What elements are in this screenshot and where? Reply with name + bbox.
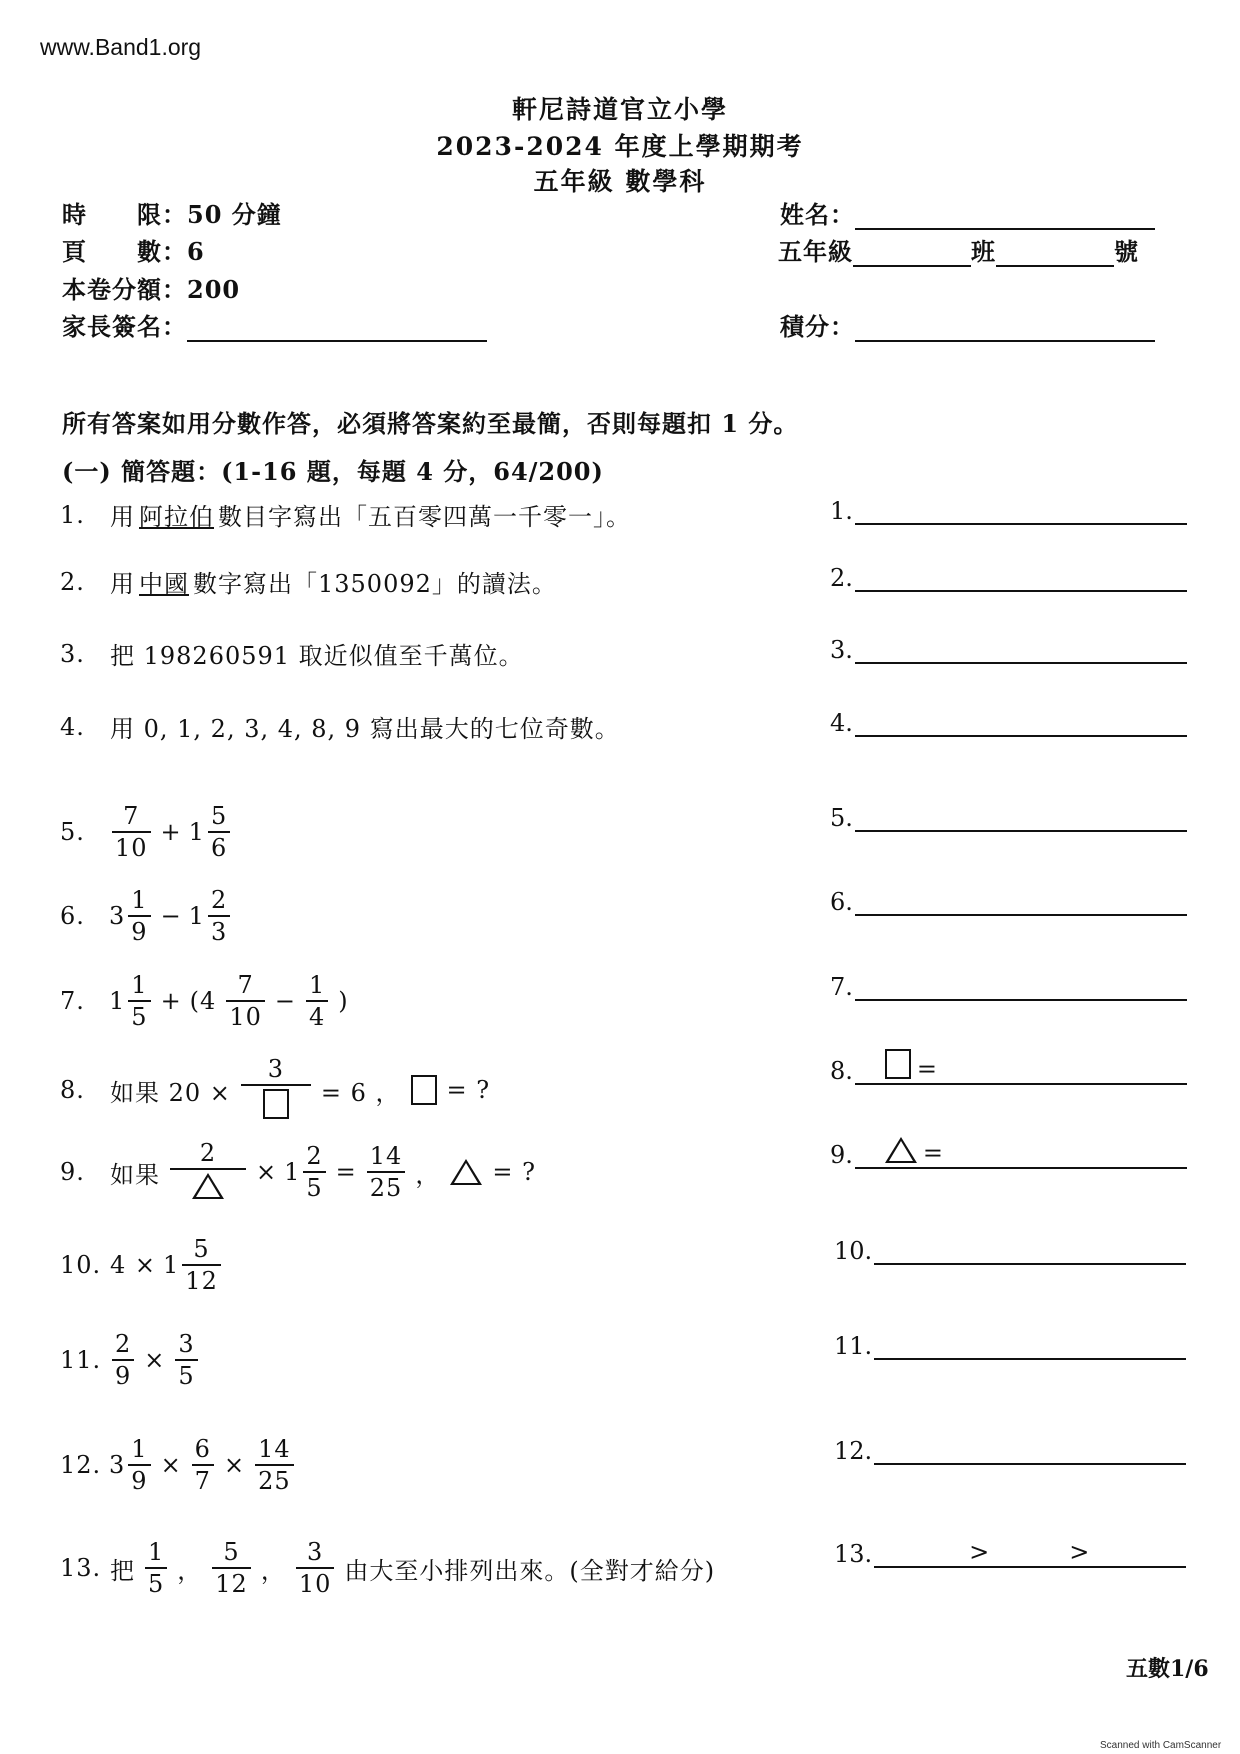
answer-number: 4. xyxy=(830,709,853,737)
denominator: 9 xyxy=(128,915,150,944)
numerator: 3 xyxy=(306,1538,324,1566)
answer-11 xyxy=(834,1332,1186,1360)
question-text: 4 × xyxy=(110,1251,157,1279)
question-text: = ? xyxy=(446,1076,491,1104)
denominator: 7 xyxy=(192,1464,214,1493)
answer-7 xyxy=(830,973,1187,1001)
denominator: 10 xyxy=(226,1000,265,1029)
fraction xyxy=(112,1332,134,1388)
whole-number: 1 xyxy=(284,1158,301,1186)
denominator: 4 xyxy=(306,1000,328,1029)
denominator xyxy=(241,1084,311,1123)
fraction xyxy=(112,804,151,860)
fraction xyxy=(226,973,265,1029)
answer-12 xyxy=(834,1437,1186,1465)
score-label: 積分： xyxy=(780,312,855,341)
question-number: 11. xyxy=(60,1346,102,1374)
answer-4 xyxy=(830,709,1187,737)
question-number: 4. xyxy=(60,712,85,741)
answer-field[interactable] xyxy=(855,973,1187,1001)
question-text: 如果 20 × xyxy=(110,1078,231,1107)
answer-field[interactable] xyxy=(855,1057,1187,1085)
question-text: 用 0, 1, 2, 3, 4, 8, 9 寫出最大的七位奇數。 xyxy=(110,715,620,743)
question-10 xyxy=(60,1237,227,1293)
fraction-term xyxy=(238,1057,314,1123)
parent-signature-field[interactable] xyxy=(187,318,487,342)
question-number: 8. xyxy=(60,1076,85,1104)
numerator: 2 xyxy=(115,1330,132,1358)
question-text: − xyxy=(160,902,182,930)
denominator: 12 xyxy=(182,1264,221,1293)
answer-number: 2. xyxy=(830,564,853,592)
fraction-term xyxy=(189,1437,217,1493)
answer-1 xyxy=(830,497,1187,525)
numerator: 14 xyxy=(369,1142,403,1170)
answer-field[interactable] xyxy=(855,1141,1187,1169)
question-5 xyxy=(60,804,236,860)
student-name-row xyxy=(780,195,1155,230)
fraction-term xyxy=(163,1237,224,1293)
question-8 xyxy=(60,1057,494,1123)
answer-number: 12. xyxy=(834,1437,873,1465)
answer-number: 5. xyxy=(830,804,853,832)
grade-subject: 五年級 數學科 xyxy=(533,167,707,196)
question-9 xyxy=(60,1141,540,1203)
whole-number: 1 xyxy=(188,902,205,930)
denominator: 12 xyxy=(212,1567,251,1596)
square-symbol-icon xyxy=(885,1049,911,1079)
denominator: 25 xyxy=(367,1171,406,1200)
question-text: ， xyxy=(260,1556,286,1585)
denominator: 5 xyxy=(175,1359,197,1388)
fraction-term xyxy=(293,1540,338,1596)
denominator: 5 xyxy=(303,1171,325,1200)
question-number: 1. xyxy=(60,500,85,529)
fraction xyxy=(170,1141,246,1203)
answer-6 xyxy=(830,888,1187,916)
numerator: 2 xyxy=(306,1142,323,1170)
question-text: + xyxy=(160,818,182,846)
hao-label: 號 xyxy=(1114,237,1139,266)
answer-number: 8. xyxy=(830,1057,853,1085)
info-label: 頁 數： xyxy=(62,237,187,266)
fraction xyxy=(255,1437,294,1493)
fraction-term xyxy=(142,1540,170,1596)
answer-8 xyxy=(830,1057,1187,1085)
fraction xyxy=(212,1540,251,1596)
denominator: 6 xyxy=(208,831,230,860)
fraction-term xyxy=(189,804,234,860)
fraction-term xyxy=(109,804,154,860)
question-text: 數字寫出「1350092」的讀法。 xyxy=(193,570,557,598)
name-label: 姓名： xyxy=(780,200,855,229)
answer-field[interactable] xyxy=(855,564,1187,592)
fraction xyxy=(208,804,230,860)
info-label: 時 限： xyxy=(62,200,187,229)
answer-field[interactable] xyxy=(855,888,1187,916)
website-watermark: www.Band1.org xyxy=(40,34,202,60)
fraction-term xyxy=(172,1332,200,1388)
numerator: 2 xyxy=(199,1139,217,1167)
whole-number: 3 xyxy=(109,902,126,930)
numerator: 3 xyxy=(267,1055,285,1083)
fraction xyxy=(145,1540,167,1596)
question-number: 5. xyxy=(60,818,85,846)
fraction xyxy=(367,1144,406,1200)
answer-field[interactable] xyxy=(874,1237,1186,1265)
info-label: 家長簽名： xyxy=(62,312,187,341)
fraction-term xyxy=(189,888,234,944)
info-label: 本卷分額： xyxy=(62,275,187,304)
answer-field[interactable] xyxy=(855,497,1187,525)
question-2 xyxy=(60,564,561,599)
question-number: 10. xyxy=(60,1251,102,1279)
answer-number: 7. xyxy=(830,973,853,1001)
question-text: × xyxy=(160,1451,182,1479)
question-3 xyxy=(60,636,528,671)
denominator: 10 xyxy=(112,831,151,860)
denominator: 10 xyxy=(296,1567,335,1596)
underlined-text: 中國 xyxy=(139,570,189,598)
denominator: 3 xyxy=(208,915,230,944)
info-pages xyxy=(62,232,205,267)
numerator: 5 xyxy=(210,802,228,830)
info-time-limit xyxy=(62,195,282,230)
triangle-symbol-icon xyxy=(450,1159,482,1185)
numerator: 14 xyxy=(258,1435,291,1463)
fraction-term xyxy=(303,973,331,1029)
question-text: 把 198260591 取近似值至千萬位。 xyxy=(110,642,524,670)
question-text: × xyxy=(144,1346,166,1374)
numerator: 3 xyxy=(178,1330,195,1358)
question-4 xyxy=(60,709,624,744)
question-1 xyxy=(60,497,635,532)
denominator: 25 xyxy=(255,1464,294,1493)
answer-field[interactable] xyxy=(855,636,1187,664)
answer-number: 10. xyxy=(834,1237,873,1265)
denominator: 9 xyxy=(128,1464,150,1493)
info-value: 200 xyxy=(187,275,241,304)
square-symbol-icon xyxy=(411,1075,437,1105)
fraction xyxy=(192,1437,214,1493)
question-text: 由大至小排列出來。(全對才給分) xyxy=(344,1556,716,1585)
greater-than-sign: > xyxy=(969,1538,990,1566)
triangle-symbol-icon xyxy=(192,1173,224,1199)
question-text: ， xyxy=(415,1160,441,1189)
question-text: 如果 xyxy=(110,1160,160,1189)
answer-number: 9. xyxy=(830,1141,853,1169)
answer-5 xyxy=(830,804,1187,832)
answer-equals: = xyxy=(916,1055,938,1083)
question-text: − xyxy=(274,987,296,1015)
fraction xyxy=(241,1057,311,1123)
greater-than-sign: > xyxy=(1069,1538,1090,1566)
whole-number: 1 xyxy=(109,987,126,1015)
fraction xyxy=(175,1332,197,1388)
ban-label: 班 xyxy=(971,237,996,266)
question-6 xyxy=(60,888,236,944)
question-number: 6. xyxy=(60,902,85,930)
square-symbol-icon xyxy=(263,1089,289,1119)
page-footer: 五數1/6 xyxy=(1126,1656,1209,1682)
numerator: 1 xyxy=(131,886,148,914)
question-number: 7. xyxy=(60,987,85,1015)
answer-9 xyxy=(830,1141,1187,1169)
section-heading: (一) 簡答題：(1-16 題，每題 4 分，64/200) xyxy=(62,457,604,486)
fraction-term xyxy=(209,1540,254,1596)
numerator: 7 xyxy=(123,802,140,830)
denominator xyxy=(170,1168,246,1203)
question-text: × xyxy=(256,1158,278,1186)
fraction xyxy=(128,973,150,1029)
fraction-term xyxy=(167,1141,249,1203)
fraction xyxy=(296,1540,335,1596)
question-text: 用 xyxy=(110,570,135,598)
exam-title: 2023-2024 年度上學期期考 xyxy=(436,132,804,161)
fraction xyxy=(182,1237,221,1293)
whole-number: 1 xyxy=(188,818,205,846)
question-text: = ? xyxy=(492,1158,536,1186)
fraction-term xyxy=(223,973,268,1029)
denominator: 9 xyxy=(112,1359,134,1388)
answer-number: 6. xyxy=(830,888,853,916)
question-text: ) xyxy=(338,987,349,1015)
question-11 xyxy=(60,1332,204,1388)
answer-number: 13. xyxy=(834,1540,873,1568)
question-number: 3. xyxy=(60,639,85,668)
whole-number: 3 xyxy=(109,1451,126,1479)
name-field[interactable] xyxy=(855,206,1155,230)
question-12 xyxy=(60,1437,300,1493)
question-number: 2. xyxy=(60,567,85,596)
question-text: + xyxy=(160,987,182,1015)
fraction-term xyxy=(109,973,154,1029)
numerator: 2 xyxy=(210,886,228,914)
fraction xyxy=(303,1144,325,1200)
question-7 xyxy=(60,973,353,1029)
fraction xyxy=(306,973,328,1029)
whole-number: 1 xyxy=(163,1251,180,1279)
question-text: 數目字寫出「五百零四萬一千零一」。 xyxy=(218,503,631,531)
answer-10 xyxy=(834,1237,1186,1265)
question-text: 用 xyxy=(110,503,135,531)
class-label: 五年級 xyxy=(778,237,853,266)
answer-equals: = xyxy=(922,1139,944,1167)
question-number: 12. xyxy=(60,1451,102,1479)
school-name: 軒尼詩道官立小學 xyxy=(511,95,728,124)
class-number-row xyxy=(778,232,1139,267)
denominator: 5 xyxy=(128,1000,150,1029)
answer-2 xyxy=(830,564,1187,592)
question-number: 13. xyxy=(60,1554,102,1582)
info-parent-signature xyxy=(62,307,487,342)
question-text: = 6 ， xyxy=(320,1078,401,1107)
question-text: = xyxy=(335,1158,357,1186)
fraction xyxy=(128,888,150,944)
answer-number: 11. xyxy=(834,1332,873,1360)
answer-field[interactable] xyxy=(874,1332,1186,1360)
answer-field[interactable] xyxy=(855,804,1187,832)
question-number: 9. xyxy=(60,1158,85,1186)
question-text: ， xyxy=(177,1556,203,1585)
numerator: 1 xyxy=(131,971,148,999)
score-row xyxy=(780,307,1155,342)
info-value: 50 分鐘 xyxy=(187,200,282,229)
answer-field[interactable] xyxy=(874,1437,1186,1465)
answer-13 xyxy=(834,1540,1186,1568)
numerator: 1 xyxy=(308,971,326,999)
numerator: 5 xyxy=(193,1235,210,1263)
info-value: 6 xyxy=(187,237,205,266)
instruction: 所有答案如用分數作答，必須將答案約至最簡，否則每題扣 1 分。 xyxy=(62,409,799,438)
answer-field[interactable] xyxy=(855,709,1187,737)
fraction xyxy=(128,1437,150,1493)
fraction-term xyxy=(109,888,154,944)
numerator: 1 xyxy=(131,1435,148,1463)
info-total-marks xyxy=(62,270,240,305)
denominator: 5 xyxy=(145,1567,167,1596)
question-text: × xyxy=(223,1451,246,1479)
numerator: 6 xyxy=(194,1435,211,1463)
fraction-term xyxy=(252,1437,297,1493)
answer-field[interactable] xyxy=(874,1540,1186,1568)
number-field[interactable] xyxy=(996,243,1114,267)
underlined-text: 阿拉伯 xyxy=(139,503,214,531)
fraction xyxy=(208,888,230,944)
fraction-term xyxy=(109,1332,137,1388)
numerator: 1 xyxy=(148,1538,165,1566)
fraction-term xyxy=(284,1144,329,1200)
question-13 xyxy=(60,1540,719,1596)
score-field[interactable] xyxy=(855,318,1155,342)
question-text: (4 xyxy=(189,987,217,1015)
answer-number: 1. xyxy=(830,497,853,525)
numerator: 5 xyxy=(223,1538,240,1566)
question-text: 把 xyxy=(110,1556,135,1585)
class-field[interactable] xyxy=(853,243,971,267)
fraction-term xyxy=(364,1144,409,1200)
scanner-watermark: Scanned with CamScanner xyxy=(1100,1740,1222,1751)
answer-3 xyxy=(830,636,1187,664)
answer-number: 3. xyxy=(830,636,853,664)
numerator: 7 xyxy=(237,971,254,999)
triangle-symbol-icon xyxy=(885,1137,917,1163)
fraction-term xyxy=(109,1437,154,1493)
